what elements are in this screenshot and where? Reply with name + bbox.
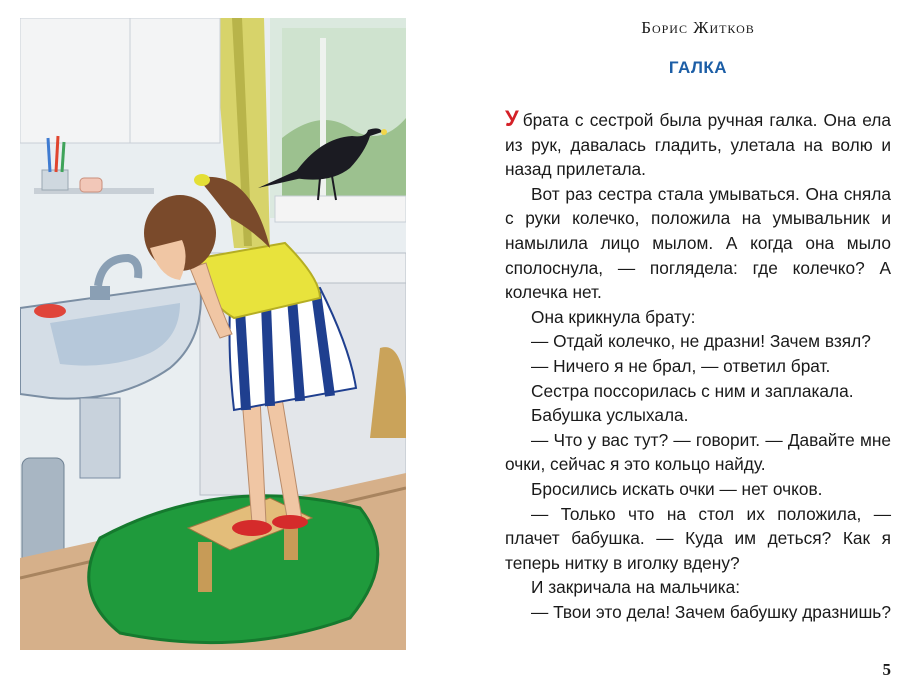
story-title: ГАЛКА <box>668 58 728 77</box>
story-body <box>505 108 891 624</box>
paragraph: Сестра поссорилась с ним и заплакала. <box>531 380 854 401</box>
author-header: Борис Житков <box>641 18 755 37</box>
paragraph: — Что у вас тут? — говорит. — Давайте мне очки, сейчас я это кольцо найду. <box>505 429 891 475</box>
story-illustration <box>20 18 406 650</box>
paragraph: — Только что на стол их положила, — плачет бабушка. — Куда им деться? Как я теперь нитку в иголку вдену? <box>505 503 891 573</box>
paragraph: — Твои это дела! Зачем бабушку дразнишь? <box>531 601 891 622</box>
paragraph: И закричала на мальчика: <box>531 577 741 598</box>
page-number: 5 <box>882 660 891 679</box>
girl-washing-face-with-jackdaw-icon <box>20 18 406 650</box>
paragraph: Бросились искать очки — нет очков. <box>531 478 823 499</box>
paragraph: Она крикнула брату: <box>531 306 696 327</box>
paragraph: Вот раз сестра стала умываться. Она сняла с руки колечко, положила на умывальник и намылила лицо мылом. А когда она мыло сполоснула, — поглядела: где колечко? А колечка нет. <box>505 183 891 303</box>
paragraph: — Ничего я не брал, — ответил брат. <box>531 355 831 376</box>
paragraph: — Отдай колечко, не дразни! Зачем взял? <box>531 331 871 352</box>
paragraph-text: брата с сестрой была ручная галка. Она ела из рук, давалась гладить, улетала на волю и назад прилетала. <box>505 110 891 180</box>
paragraph <box>505 108 891 182</box>
paragraph: Бабушка услыхала. <box>531 405 689 426</box>
text-column <box>505 14 891 684</box>
drop-cap: У <box>505 106 519 131</box>
